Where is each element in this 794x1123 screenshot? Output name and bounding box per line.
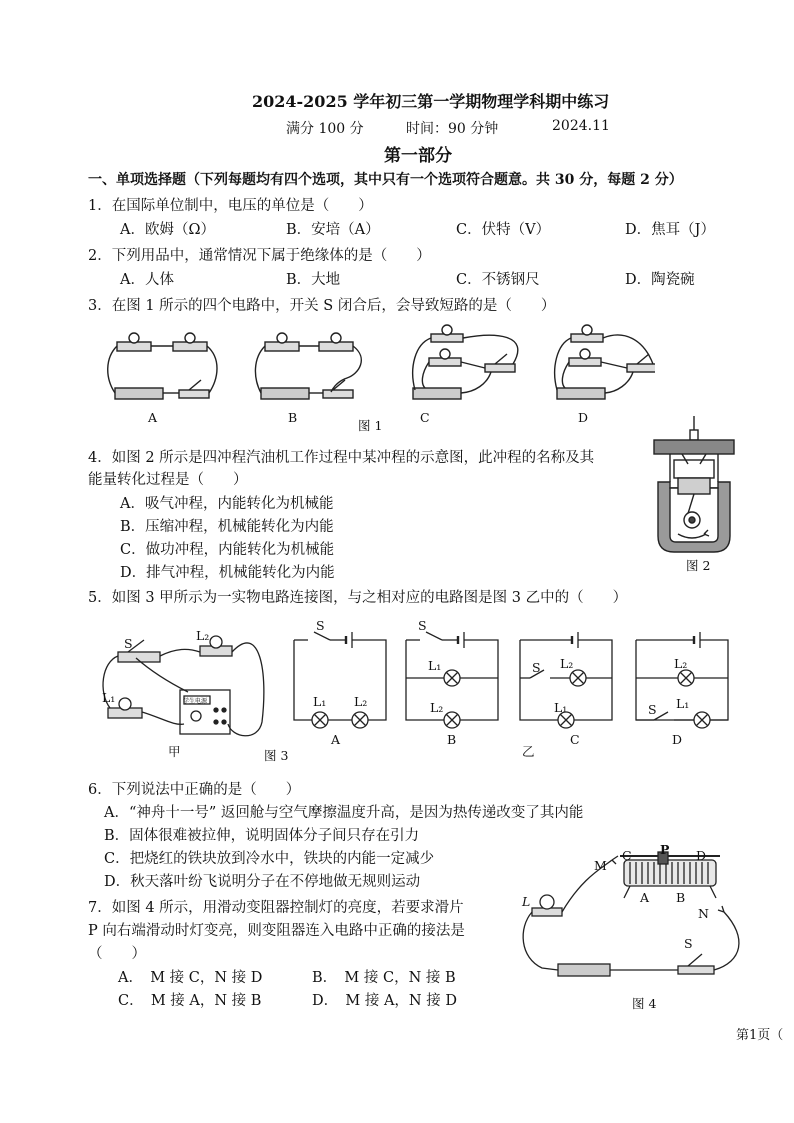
fig3-jia-label: 甲 <box>168 744 181 759</box>
fig3-a-l1: L₁ <box>313 694 327 709</box>
fig1-label-b: B <box>288 410 298 425</box>
q6-stem: 6．下列说法中正确的是（ ） <box>88 782 301 798</box>
q6-option-a: A．“神舟十一号” 返回舱与空气摩擦温度升高，是因为热传递改变了其内能 <box>104 805 584 821</box>
fig3-b-s: S <box>418 618 427 633</box>
fig3-a-l2: L₂ <box>354 694 368 709</box>
fig3-label-b: B <box>447 732 457 747</box>
fig4-l: L <box>522 894 531 909</box>
q2-option-a: A．人体 <box>120 272 174 288</box>
schematic-b <box>402 620 502 732</box>
fig3-b-l1: L₁ <box>428 658 442 673</box>
full-score: 满分 100 分 <box>286 121 364 137</box>
q3-stem: 3．在图 1 所示的四个电路中，开关 S 闭合后，会导致短路的是（ ） <box>88 298 556 314</box>
q6-option-b: B．固体很难被拉伸，说明固体分子间只存在引力 <box>104 828 420 844</box>
fig3-jia-l2: L₂ <box>196 628 210 643</box>
fig4-b: B <box>676 890 686 905</box>
schematic-c <box>516 620 616 732</box>
fig4-c: C <box>622 848 632 863</box>
q4-option-d: D．排气冲程，机械能转化为内能 <box>120 565 335 581</box>
q2-option-b: B．大地 <box>286 272 341 288</box>
figure-3-caption: 图 3 <box>264 748 289 763</box>
q2-option-c: C．不锈钢尺 <box>456 272 540 288</box>
q6-option-d: D．秋天落叶纷飞说明分子在不停地做无规则运动 <box>104 874 421 890</box>
fig3-label-d: D <box>672 732 683 747</box>
fig3-label-a: A <box>331 732 341 747</box>
q4-option-c: C．做功冲程，内能转化为机械能 <box>120 542 335 558</box>
fig3-d-l2: L₂ <box>674 656 688 671</box>
q6-option-c: C．把烧红的铁块放到冷水中，铁块的内能一定减少 <box>104 851 435 867</box>
q4-stem-line2: 能量转化过程是（ ） <box>88 472 248 488</box>
fig4-n: N <box>698 906 709 921</box>
fig3-d-s: S <box>648 702 657 717</box>
q4-option-b: B．压缩冲程，机械能转化为内能 <box>120 519 334 535</box>
q1-option-c: C．伏特（V） <box>456 222 551 238</box>
fig3-d-l1: L₁ <box>676 696 690 711</box>
q1-option-a: A．欧姆（Ω） <box>120 222 215 238</box>
engine-diagram <box>648 412 740 562</box>
q1-option-d: D．焦耳（J） <box>625 222 715 238</box>
fig3-label-c: C <box>570 732 580 747</box>
fig3-yi-label: 乙 <box>522 744 535 759</box>
q2-stem: 2．下列用品中，通常情况下属于绝缘体的是（ ） <box>88 248 431 264</box>
q2-option-d: D．陶瓷碗 <box>625 272 695 288</box>
q5-stem: 5．如图 3 甲所示为一实物电路连接图，与之相对应的电路图是图 3 乙中的（ ） <box>88 590 628 606</box>
q4-stem-line1: 4．如图 2 所示是四冲程汽油机工作过程中某冲程的示意图，此冲程的名称及其 <box>88 450 595 466</box>
exam-date: 2024.11 <box>552 118 610 134</box>
q7-option-a: A． M 接 C，N 接 D <box>118 970 263 986</box>
fig3-c-s: S <box>532 660 541 675</box>
circuit-d <box>555 325 655 399</box>
fig4-p: P <box>660 842 670 857</box>
q7-stem-line1: 7．如图 4 所示，用滑动变阻器控制灯的亮度，若要求滑片 <box>88 900 464 916</box>
part-heading: 第一部分 <box>384 146 452 166</box>
fig4-a: A <box>640 890 650 905</box>
q7-stem-line3: （ ） <box>88 946 146 962</box>
circuit-c <box>413 325 518 399</box>
circuit-b <box>255 333 361 399</box>
fig3-c-l2: L₂ <box>560 656 574 671</box>
section-heading: 一、单项选择题（下列每题均有四个选项，其中只有一个选项符合题意。共 30 分，每题 2 分） <box>88 172 683 188</box>
fig3-c-l1: L₁ <box>554 700 568 715</box>
q4-option-a: A．吸气冲程，内能转化为机械能 <box>120 496 334 512</box>
schematic-a <box>290 620 390 732</box>
fig1-label-c: C <box>420 410 430 425</box>
figure-1-circuits <box>95 318 655 428</box>
fig4-s: S <box>684 936 693 951</box>
figure-4-rheostat-circuit <box>512 838 758 998</box>
fig1-label-a: A <box>148 410 158 425</box>
q7-option-c: C． M 接 A，N 接 B <box>118 993 262 1009</box>
fig3-jia-s: S <box>124 636 133 651</box>
schematic-d <box>632 620 732 732</box>
fig3-b-l2: L₂ <box>430 700 444 715</box>
circuit-a <box>108 333 217 399</box>
figure-3-physical-circuit <box>92 612 272 762</box>
exam-title: 2024-2025 学年初三第一学期物理学科期中练习 <box>252 92 610 111</box>
figure-2-caption: 图 2 <box>686 558 711 573</box>
fig3-a-s: S <box>316 618 325 633</box>
fig3-power-supply-label: 学生电源 <box>183 698 208 705</box>
q1-option-b: B．安培（A） <box>286 222 380 238</box>
figure-4-caption: 图 4 <box>632 996 657 1011</box>
fig1-label-d: D <box>578 410 589 425</box>
exam-time: 时间：90 分钟 <box>406 121 499 137</box>
q7-stem-line2: P 向右端滑动时灯变亮，则变阻器连入电路中正确的接法是 <box>88 923 465 939</box>
q7-option-b: B． M 接 C，N 接 B <box>312 970 456 986</box>
q7-option-d: D． M 接 A，N 接 D <box>312 993 457 1009</box>
q1-stem: 1．在国际单位制中，电压的单位是（ ） <box>88 198 373 214</box>
fig3-jia-l1: L₁ <box>102 690 116 705</box>
fig4-d: D <box>696 848 707 863</box>
figure-1-caption: 图 1 <box>358 418 383 433</box>
page-number: 第1页（ <box>736 1028 784 1043</box>
fig4-m: M <box>594 858 607 873</box>
